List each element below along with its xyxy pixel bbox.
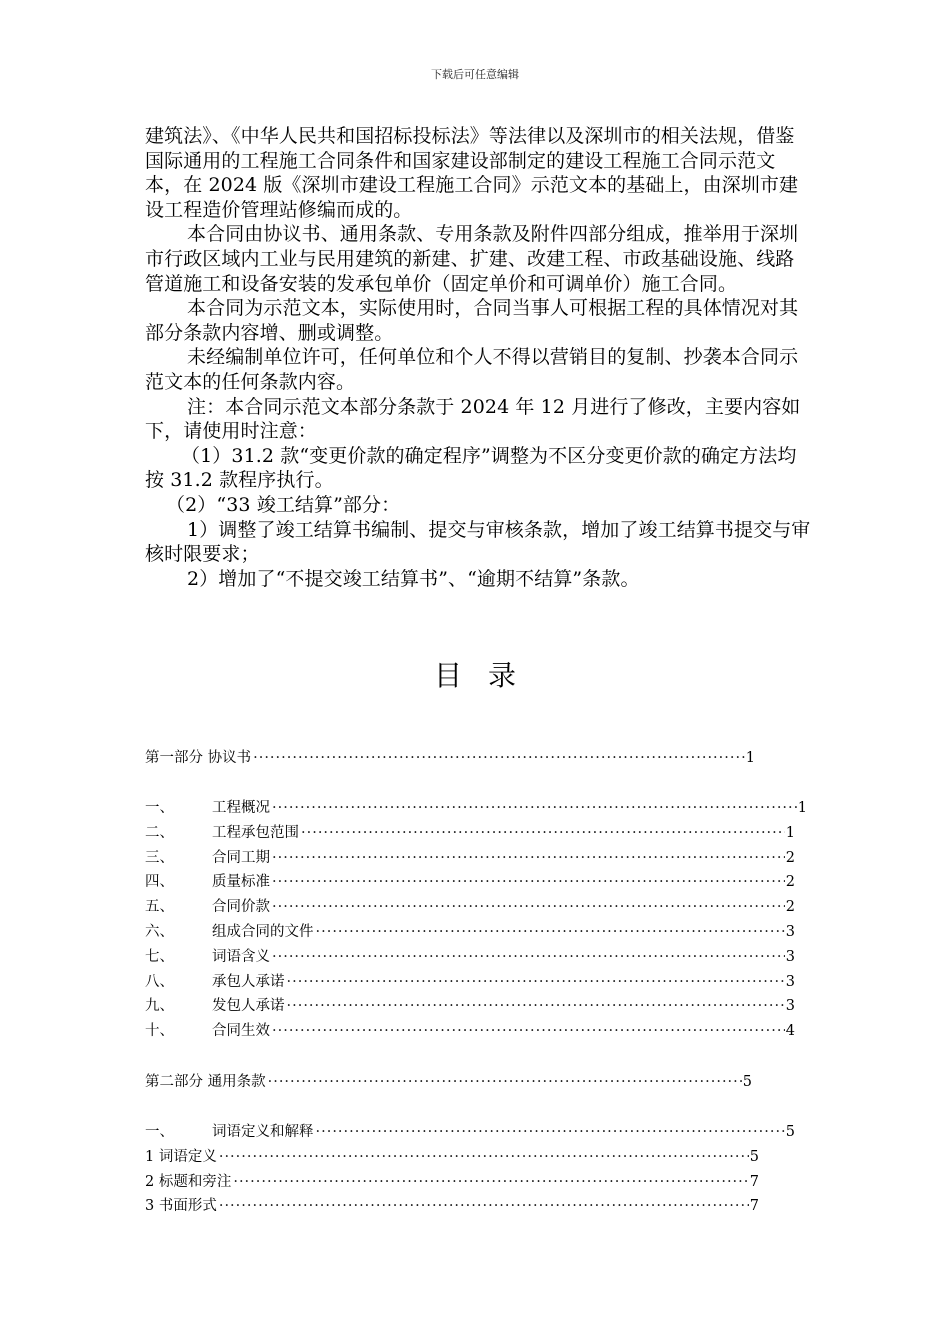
toc-entry[interactable] — [145, 922, 795, 942]
page-header: 下载后可任意编辑 — [431, 68, 519, 81]
toc-entry[interactable] — [145, 1122, 795, 1142]
toc-part-label: 第二部分 通用条款 — [145, 1074, 266, 1090]
toc-entry[interactable] — [145, 897, 795, 917]
toc-page-number: 5 — [785, 1124, 795, 1140]
toc-entry-label: 组成合同的文件 — [212, 924, 314, 940]
toc-leader — [270, 1021, 785, 1041]
intro-paragraph: 未经编制单位许可，任何单位和个人不得以营销目的复制、抄袭本合同示范文本的任何条款内容。 — [145, 346, 799, 393]
toc-entry-label: 合同价款 — [212, 899, 270, 916]
toc-page-number: 1 — [745, 750, 755, 766]
toc-part-one[interactable] — [145, 748, 755, 768]
toc-leader — [251, 748, 745, 768]
toc-entry-number: 三、 — [145, 849, 174, 866]
toc-page-number: 2 — [785, 849, 795, 866]
toc-page-number: 1 — [797, 800, 807, 816]
toc-page-number: 2 — [785, 874, 795, 891]
toc-entry-label: 1 词语定义 — [145, 1148, 217, 1165]
toc-leader — [270, 872, 785, 892]
toc-page-number: 5 — [742, 1074, 752, 1090]
toc-entry-label: 合同生效 — [212, 1023, 270, 1040]
toc-entry-label: 发包人承诺 — [212, 998, 285, 1015]
toc-leader — [231, 1172, 748, 1192]
toc-entry-label: 质量标准 — [212, 874, 270, 891]
toc-entry-label: 2 标题和旁注 — [145, 1173, 232, 1190]
intro-text — [145, 124, 813, 591]
toc-entry-number: 二、 — [145, 824, 174, 841]
toc-page-number: 3 — [785, 948, 795, 965]
toc-leader — [270, 798, 797, 818]
toc-entry-number: 七、 — [145, 948, 174, 965]
toc-entry[interactable] — [145, 1172, 759, 1192]
toc-entry-number: 六、 — [145, 924, 174, 940]
toc-page-number: 3 — [785, 924, 795, 940]
toc-entry[interactable] — [145, 996, 795, 1016]
intro-paragraph: 2）增加了“不提交竣工结算书”、“逾期不结算”条款。 — [187, 567, 640, 590]
toc-entry-label: 合同工期 — [212, 849, 270, 866]
toc-leader — [299, 823, 785, 843]
toc-page-number: 7 — [749, 1173, 759, 1190]
toc-leader — [270, 848, 785, 868]
toc-entry-number: 四、 — [145, 874, 174, 891]
intro-paragraph: （1）31.2 款“变更价款的确定程序”调整为不区分变更价款的确定方法均按 31.2 款程序执行。 — [145, 444, 797, 492]
toc-entry-label: 承包人承诺 — [212, 973, 285, 990]
toc-leader — [266, 1072, 742, 1092]
toc-part-two[interactable] — [145, 1072, 752, 1092]
toc-entry[interactable] — [145, 972, 795, 992]
toc-entry-number: 一、 — [145, 800, 174, 816]
intro-paragraph: 1）调整了竣工结算书编制、提交与审核条款，增加了竣工结算书提交与审核时限要求； — [145, 518, 811, 566]
toc-entry[interactable] — [145, 947, 795, 967]
toc-entry[interactable] — [145, 1196, 759, 1216]
toc-entry-number: 一、 — [145, 1124, 174, 1140]
toc-leader — [285, 972, 785, 992]
toc-entry[interactable] — [145, 872, 795, 892]
toc-leader — [285, 996, 785, 1016]
toc-entry[interactable] — [145, 848, 795, 868]
toc-leader — [314, 1122, 785, 1142]
toc-entry-label: 工程概况 — [212, 800, 270, 816]
toc-entry[interactable] — [145, 1147, 759, 1167]
toc-leader — [314, 922, 785, 942]
toc-page-number: 2 — [785, 899, 795, 916]
toc-entry[interactable] — [145, 798, 807, 818]
intro-paragraph: 本合同由协议书、通用条款、专用条款及附件四部分组成，推举用于深圳市行政区域内工业与民用建筑的新建、扩建、改建工程、市政基础设施、线路管道施工和设备安装的发承包单价（固定单价和可调单价）施工合同。 — [145, 223, 799, 295]
toc-entry-label: 3 书面形式 — [145, 1198, 217, 1215]
intro-paragraph: （2）“33 竣工结算”部分： — [166, 493, 401, 516]
toc-entry-number: 十、 — [145, 1023, 174, 1040]
intro-paragraph: 注：本合同示范文本部分条款于 2024 年 12 月进行了修改，主要内容如下，请使用时注意： — [145, 395, 801, 443]
toc-entry-number: 九、 — [145, 998, 174, 1015]
toc-page-number: 1 — [785, 824, 795, 841]
toc-page-number: 4 — [785, 1023, 795, 1040]
toc-leader — [217, 1196, 749, 1216]
toc-leader — [270, 947, 785, 967]
toc-entry[interactable] — [145, 823, 795, 843]
toc-page-number: 3 — [785, 998, 795, 1015]
toc-part-label: 第一部分 协议书 — [145, 750, 252, 766]
toc-title: 目录 — [433, 659, 542, 692]
toc-entry-number: 五、 — [145, 899, 174, 916]
toc-entry-label: 工程承包范围 — [212, 824, 299, 841]
toc-entry[interactable] — [145, 1021, 795, 1041]
intro-paragraph: 建筑法》、《中华人民共和国招标投标法》等法律以及深圳市的相关法规，借鉴国际通用的工程施工合同条件和国家建设部制定的建设工程施工合同示范文本，在 2024 版《深圳市建设工程施工合同》示范文本的基础上，由深圳市建设工程造价管理站修编而成的。 — [145, 125, 799, 221]
toc-page-number: 7 — [749, 1198, 759, 1215]
toc-entry-label: 词语含义 — [212, 948, 270, 965]
toc-leader — [270, 897, 785, 917]
toc-leader — [217, 1147, 749, 1167]
toc-page-number: 5 — [749, 1148, 759, 1165]
toc-entry-label: 词语定义和解释 — [212, 1124, 314, 1140]
toc-page-number: 3 — [785, 973, 795, 990]
toc-entry-number: 八、 — [145, 973, 174, 990]
intro-paragraph: 本合同为示范文本，实际使用时，合同当事人可根据工程的具体情况对其部分条款内容增、删或调整。 — [145, 297, 799, 344]
